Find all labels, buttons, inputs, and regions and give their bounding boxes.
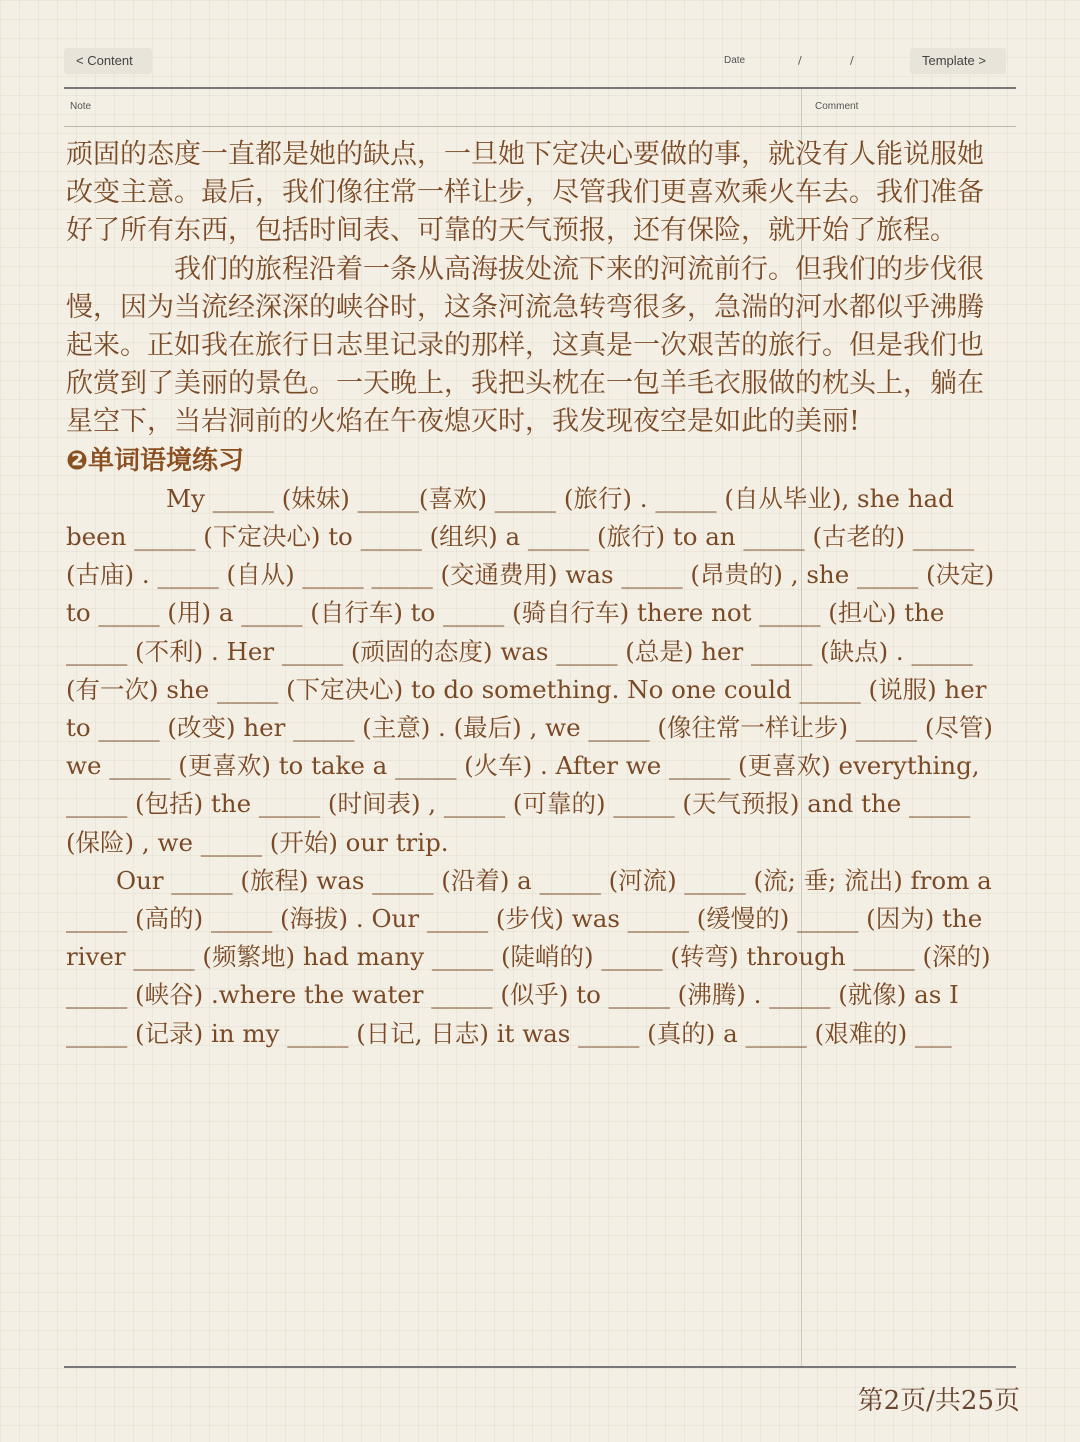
content-back-button[interactable]: < Content — [64, 48, 152, 74]
exercise-paragraph: My _____ (妹妹) _____(喜欢) _____ (旅行) . _____ (自从毕业), she had been _____ (下定决心) to _____ (组织) a _____ (旅行) to an _____ (古老的) _____ (古庙) . _____ (自从) _____ _____ (交通费用) was _____ (昂贵的) , she _____ (决定) to _____ (用) a _____ (自行车) to _____ (骑自行车) there not _____ (担心) the _____ (不利) . Her _____ (顽固的态度) was _____ (总是) her _____ (缺点) . _____ (有一次) she _____ (下定决心) to do something. No one could _____ (说服) her to _____ (改变) her _____ (主意) . (最后) , we _____ (像往常一样让步) _____ (尽管) we _____ (更喜欢) to take a _____ (火车) . After we _____ (更喜欢) everything, _____ (包括) the _____ (时间表) , _____ (可靠的) _____ (天气预报) and the _____ (保险) , we _____ (开始) our trip. — [66, 483, 995, 857]
note-content — [66, 136, 1006, 1053]
note-column-label: Note — [70, 101, 92, 112]
date-separator: / — [798, 54, 802, 67]
column-header-divider — [64, 126, 1016, 127]
chinese-paragraph: 我们的旅程沿着一条从高海拔处流下来的河流前行。但我们的步伐很慢，因为当流经深深的峡谷时，这条河流急转弯很多，急湍的河水都似乎沸腾起来。正如我在旅行日志里记录的那样，这真是一次艰苦的旅行。但是我们也欣赏到了美丽的景色。一天晚上，我把头枕在一包羊毛衣服做的枕头上，躺在星空下，当岩洞前的火焰在午夜熄灭时，我发现夜空是如此的美丽! — [66, 253, 984, 438]
footer-divider — [64, 1366, 1016, 1368]
chinese-paragraph: 顽固的态度一直都是她的缺点，一旦她下定决心要做的事，就没有人能说服她改变主意。最后，我们像往常一样让步，尽管我们更喜欢乘火车去。我们准备好了所有东西，包括时间表、可靠的天气预报，还有保险，就开始了旅程。 — [66, 139, 984, 247]
section-heading: ❷单词语境练习 — [66, 445, 245, 476]
page-number: 第2页/共25页 — [857, 1386, 1020, 1416]
exercise-paragraph: Our _____ (旅程) was _____ (沿着) a _____ (河流) _____ (流; 垂; 流出) from a _____ (高的) _____ (海拔) . Our _____ (步伐) was _____ (缓慢的) _____ (因为) the river _____ (频繁地) had many _____ (陡峭的) _____ (转弯) through _____ (深的) _____ (峡谷) .where the water _____ (似乎) to _____ (沸腾) . _____ (就像) as I _____ (记录) in my _____ (日记, 日志) it was _____ (真的) a _____ (艰难的) ___ — [66, 865, 992, 1048]
comment-column-label: Comment — [815, 101, 859, 112]
header-divider — [64, 87, 1016, 89]
date-label: Date — [724, 55, 746, 66]
template-button[interactable]: Template > — [910, 48, 1006, 74]
date-separator: / — [850, 54, 854, 67]
top-bar — [64, 48, 1016, 74]
